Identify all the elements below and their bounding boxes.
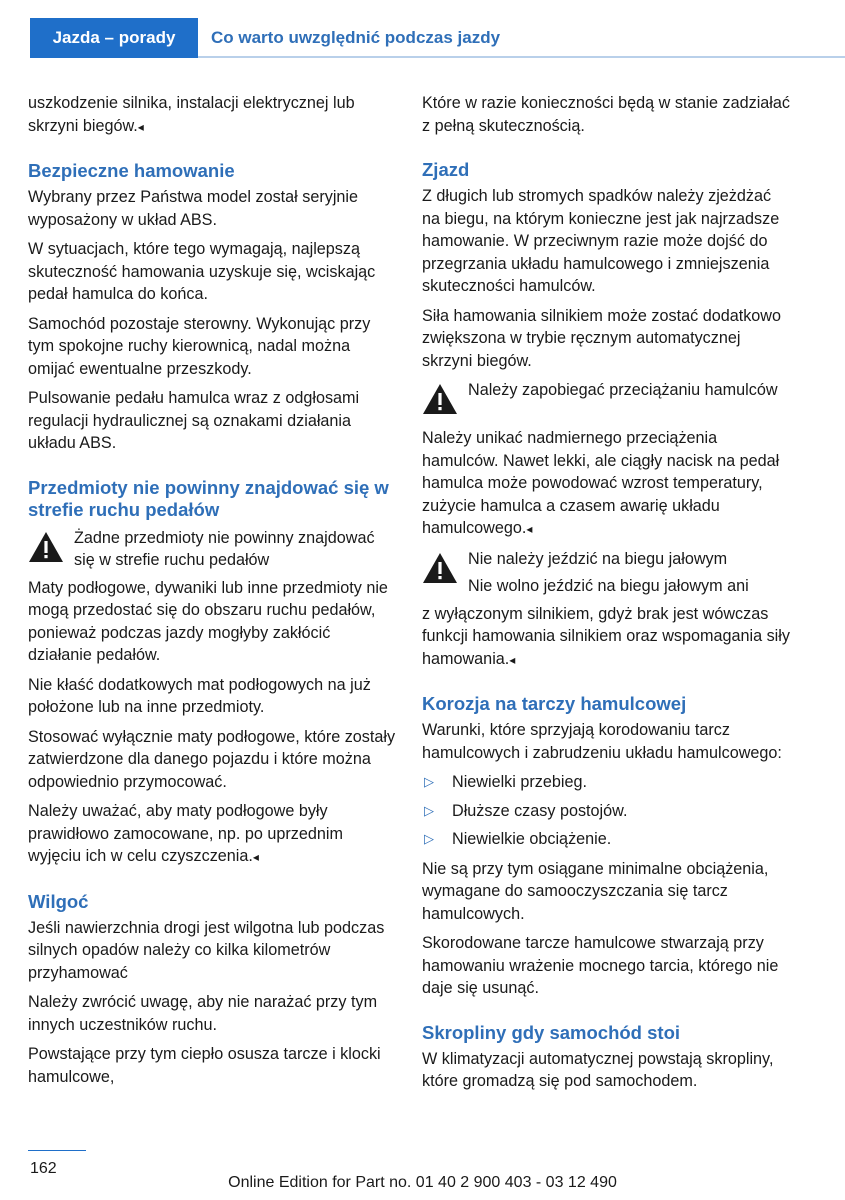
header-rule (198, 56, 845, 58)
heading-condensate: Skropliny gdy samochód stoi (422, 1021, 681, 1043)
heading-objects: Przedmioty nie powinny znajdować się w strefie ruchu pedałów (28, 476, 389, 520)
end-mark-icon: ◂ (526, 522, 533, 536)
paragraph: Stosować wyłącznie maty podłogowe, które zostały zatwierdzone dla danego pojazdu i które można odpowiednio przymocować. (28, 727, 396, 791)
section-title: Co warto uwzględnić podczas jazdy (211, 28, 501, 47)
end-mark-icon: ◂ (509, 652, 516, 667)
paragraph: Powstające przy tym ciepło osusza tarcze i klocki hamulcowe, (28, 1045, 381, 1086)
edition-note: Online Edition for Part no. 01 40 2 900 403 - 03 12 490 (228, 1174, 617, 1191)
bullet-icon: ▷ (424, 831, 434, 846)
paragraph: z wyłączonym silnikiem, gdyż brak jest wówczas funkcji hamowania silnikiem oraz wspomagania siły hamowania.◂ (422, 604, 790, 668)
paragraph: uszkodzenie silnika, instalacji elektrycznej lub skrzyni biegów.◂ (28, 94, 355, 135)
paragraph: Należy uważać, aby maty podłogowe były prawidłowo zamocowane, np. po uprzednim wyjęciu ich w celu czyszczenia.◂ (28, 802, 343, 865)
chapter-tab: Jazda – porady (30, 18, 198, 58)
warning-text: Żadne przedmioty nie powinny znajdować się w strefie ruchu pedałów (74, 528, 375, 569)
paragraph: Wybrany przez Państwa model został seryjnie wyposażony w układ ABS. (28, 188, 359, 229)
footer-rule (28, 1150, 86, 1151)
warning-block (28, 527, 396, 572)
paragraph: W sytuacjach, które tego wymagają, najlepszą skuteczność hamowania uzyskuje się, wciskając pedał hamulca do końca. (28, 240, 376, 303)
warning-block (422, 548, 790, 598)
heading-corrosion: Korozja na tarczy hamulcowej (422, 693, 687, 714)
warning-block (422, 379, 790, 423)
paragraph: Które w razie konieczności będą w stanie zadziałać z pełną skutecznością. (422, 94, 791, 135)
page-header (0, 18, 845, 58)
left-column (28, 92, 396, 1095)
paragraph: Z długich lub stromych spadków należy zjeżdżać na biegu, na którym konieczne jest jak najrzadsze hamowanie. W przeciwnym razie może dojść do przegrzania układu hamulcowego i zmniejszenia skuteczności hamulców. (422, 187, 780, 295)
warning-triangle-icon (422, 552, 458, 584)
end-mark-icon: ◂ (252, 850, 259, 864)
paragraph: Siła hamowania silnikiem może zostać dodatkowo zwiększona w trybie ręcznym automatycznej skrzyni biegów. (422, 306, 781, 370)
warning-title: Nie należy jeździć na biegu jałowym (468, 549, 728, 568)
warning-text: Należy zapobiegać przeciążaniu hamulców (468, 381, 778, 399)
list-item: ▷ Niewielki przebieg. (422, 771, 790, 794)
end-mark-icon: ◂ (137, 119, 144, 134)
paragraph: Nie są przy tym osiągane minimalne obciążenia, wymagane do samooczyszczania się tarcz hamulcowych. (422, 859, 769, 923)
warning-triangle-icon (28, 531, 64, 563)
page-number: 162 (30, 1160, 57, 1177)
bullet-icon: ▷ (424, 802, 434, 818)
heading-descent: Zjazd (422, 159, 470, 180)
paragraph: Nie kłaść dodatkowych mat podłogowych na już położone lub na inne przedmioty. (28, 675, 371, 716)
list-item: ▷ Niewielkie obciążenie. (422, 828, 790, 851)
condition-list (422, 771, 790, 851)
bullet-icon: ▷ (424, 774, 434, 789)
paragraph: Pulsowanie pedału hamulca wraz z odgłosami regulacji hydraulicznej są oznakami działania układu ABS. (28, 389, 360, 452)
paragraph: Należy zwrócić uwagę, aby nie narażać przy tym innych uczestników ruchu. (28, 993, 378, 1034)
paragraph: Jeśli nawierzchnia drogi jest wilgotna lub podczas silnych opadów należy co kilka kilometrów przyhamować (28, 918, 385, 982)
list-item: ▷ Dłuższe czasy postojów. (422, 800, 790, 823)
heading-braking: Bezpieczne hamowanie (28, 160, 235, 181)
paragraph: Należy unikać nadmiernego przeciążenia hamulców. Nawet lekki, ale ciągły nacisk na pedał hamulca może powodować wzrost temperatury, zużycie hamulca a czasem awarię układu hamulcowego.◂ (422, 429, 780, 537)
warning-triangle-icon (422, 383, 458, 415)
paragraph: W klimatyzacji automatycznej powstają skropliny, które gromadzą się pod samochodem. (422, 1049, 774, 1090)
heading-wet: Wilgoć (28, 890, 89, 912)
paragraph: Maty podłogowe, dywaniki lub inne przedmioty nie mogą przedostać się do obszaru ruchu pedałów, ponieważ podczas jazdy mogłyby zakłócić działanie pedałów. (28, 578, 388, 664)
right-column (422, 92, 790, 1100)
paragraph: Skorodowane tarcze hamulcowe stwarzają przy hamowaniu wrażenie mocnego tarcia, którego nie daje się usunąć. (422, 934, 779, 997)
paragraph: Samochód pozostaje sterowny. Wykonując przy tym spokojne ruchy kierownicą, nadal można omijać ewentualne przeszkody. (28, 314, 371, 378)
warning-text: Nie wolno jeździć na biegu jałowym ani (468, 577, 749, 595)
paragraph: Warunki, które sprzyjają korodowaniu tarcz hamulcowych i zabrudzeniu układu hamulcowego: (422, 721, 782, 762)
